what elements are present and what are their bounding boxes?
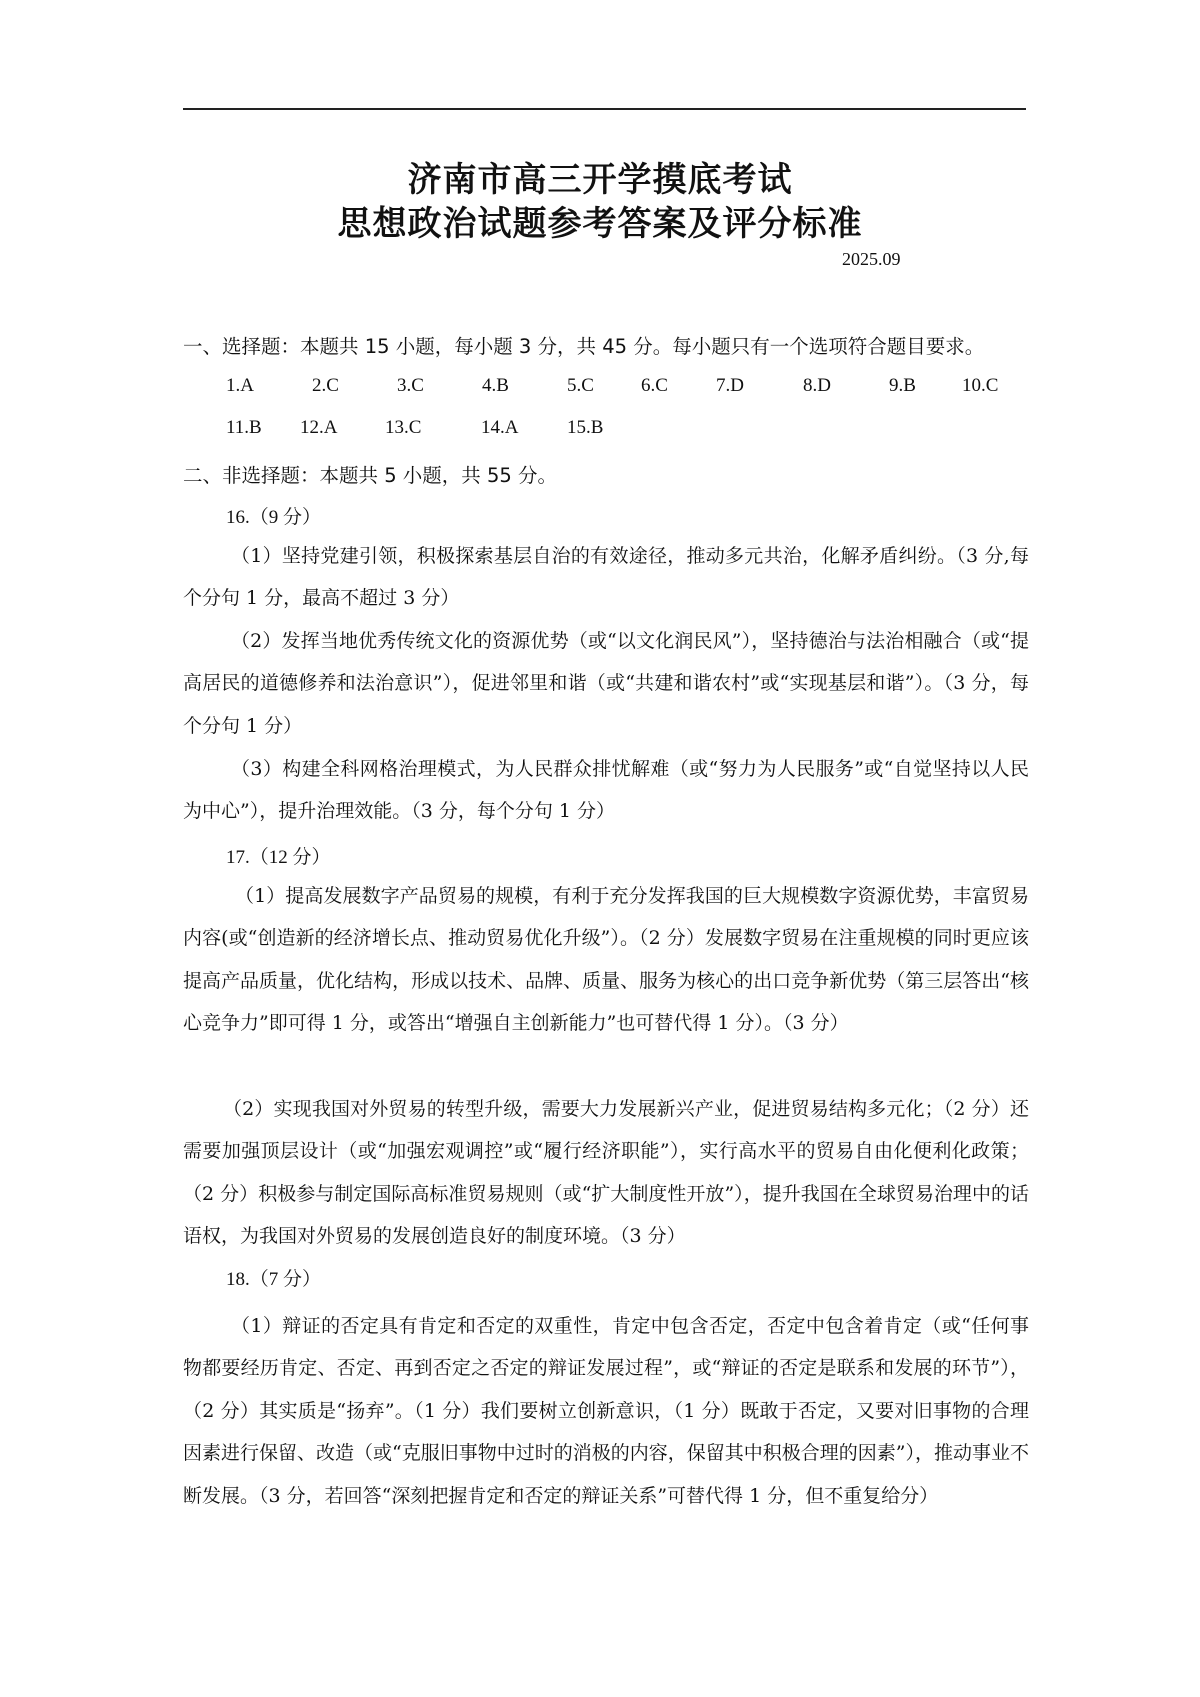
question-16-part2 xyxy=(183,620,1029,747)
question-17-heading: 17.（12 分） xyxy=(226,847,331,868)
document-title: 思想政治试题参考答案及评分标准 xyxy=(337,204,863,244)
section2-heading: 二、非选择题：本题共 5 小题，共 55 分。 xyxy=(183,464,558,487)
question-18-part1 xyxy=(183,1305,1029,1517)
top-rule xyxy=(183,108,1026,110)
answer-item: 13.C xyxy=(385,417,422,438)
answer-text: （1）坚持党建引领，积极探索基层自治的有效途径，推动多元共治，化解矛盾纠纷。（3 分,每个分句 1 分，最高不超过 3 分） xyxy=(183,545,1029,610)
question-16-part1 xyxy=(183,535,1029,620)
answer-item: 5.C xyxy=(567,375,594,396)
answer-item: 11.B xyxy=(226,417,262,438)
exam-title: 济南市高三开学摸底考试 xyxy=(407,160,793,200)
answer-item: 8.D xyxy=(803,375,831,396)
answer-item: 4.B xyxy=(482,375,509,396)
answer-item: 1.A xyxy=(226,375,254,396)
answer-item: 6.C xyxy=(641,375,668,396)
question-16-part3 xyxy=(183,748,1029,833)
section1-heading: 一、选择题：本题共 15 小题，每小题 3 分，共 45 分。每小题只有一个选项符合题目要求。 xyxy=(183,335,985,358)
answer-item: 12.A xyxy=(300,417,338,438)
answer-item: 14.A xyxy=(481,417,519,438)
answer-item: 9.B xyxy=(889,375,916,396)
question-16-heading: 16.（9 分） xyxy=(226,507,322,528)
answer-text: （1）辩证的否定具有肯定和否定的双重性，肯定中包含否定，否定中包含着肯定（或“任何事物都要经历肯定、否定、再到否定之否定的辩证发展过程”，或“辩证的否定是联系和发展的环节”），（2 分）其实质是“扬弃”。（1 分）我们要树立创新意识，（1 分）既敢于否定，又要对旧事物的合理因素进行保留、改造（或“克服旧事物中过时的消极的内容，保留其中积极合理的因素”），推动事业不断发展。（3 分，若回答“深刻把握肯定和否定的辩证关系”可替代得 1 分，但不重复给分） xyxy=(183,1315,1029,1507)
document-date: 2025.09 xyxy=(842,249,901,269)
answer-text: （2）实现我国对外贸易的转型升级，需要大力发展新兴产业，促进贸易结构多元化；（2 分）还需要加强顶层设计（或“加强宏观调控”或“履行经济职能”），实行高水平的贸易自由化便利化政策；（2 分）积极参与制定国际高标准贸易规则（或“扩大制度性开放”），提升我国在全球贸易治理中的话语权，为我国对外贸易的发展创造良好的制度环境。（3 分） xyxy=(183,1098,1029,1248)
answer-item: 3.C xyxy=(397,375,424,396)
answer-item: 2.C xyxy=(312,375,339,396)
answer-text: （2）发挥当地优秀传统文化的资源优势（或“以文化润民风”），坚持德治与法治相融合（或“提高居民的道德修养和法治意识”），促进邻里和谐（或“共建和谐农村”或“实现基层和谐”）。（3 分，每个分句 1 分） xyxy=(183,630,1029,737)
question-17-part1 xyxy=(183,875,1029,1045)
answer-text: （1）提高发展数字产品贸易的规模，有利于充分发挥我国的巨大规模数字资源优势，丰富贸易内容(或“创造新的经济增长点、推动贸易优化升级”）。（2 分）发展数字贸易在注重规模的同时更应该提高产品质量，优化结构，形成以技术、品牌、质量、服务为核心的出口竞争新优势（第三层答出“核心竞争力”即可得 1 分，或答出“增强自主创新能力”也可替代得 1 分）。（3 分） xyxy=(183,885,1029,1035)
answer-item: 10.C xyxy=(962,375,999,396)
question-17-part2 xyxy=(183,1088,1029,1258)
answer-item: 7.D xyxy=(716,375,744,396)
question-18-heading: 18.（7 分） xyxy=(226,1269,322,1290)
answer-item: 15.B xyxy=(567,417,604,438)
answer-text: （3）构建全科网格治理模式，为人民群众排忧解难（或“努力为人民服务”或“自觉坚持以人民为中心”），提升治理效能。（3 分，每个分句 1 分） xyxy=(183,758,1029,823)
